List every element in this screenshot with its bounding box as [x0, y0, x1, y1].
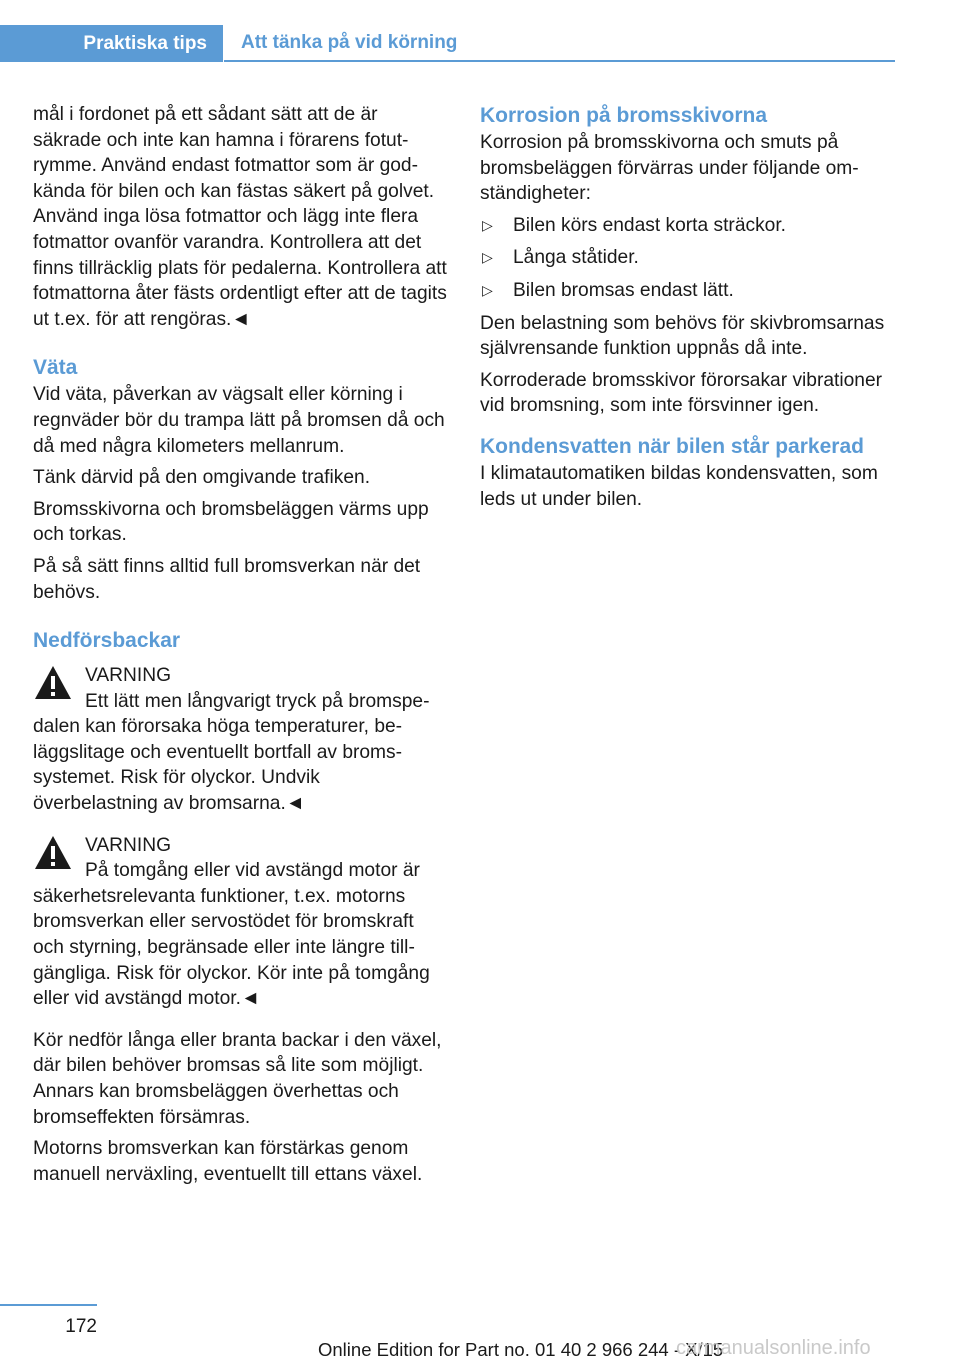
heading-korrosion: Korrosion på bromsskivorna — [480, 104, 768, 127]
body-paragraph: Vid väta, påverkan av vägsalt eller körning i regnväder bör du trampa lätt på bromsen då och då med några kilometers mellanrum. — [33, 384, 445, 457]
warning-title: VARNING — [85, 665, 171, 687]
left-column — [33, 102, 448, 1193]
triangle-bullet-icon: ▷ — [482, 281, 493, 298]
page-number: 172 — [65, 1316, 97, 1337]
body-paragraph: Korroderade bromsskivor förorsakar vibrationer vid bromsning, som inte försvinner igen. — [480, 369, 883, 417]
subsection-tab-label: Att tänka på vid körning — [241, 31, 458, 53]
edition-text: Online Edition for Part no. 01 40 2 966 244 - X/15 — [318, 1339, 724, 1360]
list-item-text: Bilen körs endast korta sträckor. — [513, 214, 787, 236]
list-item — [480, 213, 898, 239]
list-item — [480, 245, 898, 271]
triangle-bullet-icon: ▷ — [482, 216, 493, 233]
header-rule — [224, 60, 895, 62]
warning-text: Ett lätt men långvarigt tryck på bromspedalen kan förorsaka höga temperaturer, beläggslitage och eventuellt bortfall av bromssystemet. Risk för olyckor. Undvik överbelastning av bromsarna.◄ — [33, 690, 430, 815]
body-paragraph: Tänk därvid på den omgivande trafiken. — [33, 467, 371, 489]
body-paragraph: Motorns bromsverkan kan förstärkas genom manuell nerväxling, eventuellt till ettans växel. — [33, 1138, 423, 1185]
heading-vata: Väta — [33, 356, 78, 380]
body-paragraph: Korrosion på bromsskivorna och smuts på bromsbeläggen förvärras under följande omständigheter: — [480, 132, 859, 205]
list-item-text: Långa ståtider. — [513, 247, 639, 269]
body-paragraph: Den belastning som behövs för skivbromsarnas självrensande funktion uppnås då inte. — [480, 312, 885, 360]
body-paragraph: Kör nedför långa eller branta backar i den växel, där bilen behöver bromsas så lite som möjligt. Annars kan bromsbeläggen överhettas och bromseffekten försämras. — [33, 1029, 442, 1128]
heading-nedforsbackar: Nedförsbackar — [33, 629, 181, 653]
body-paragraph: Bromsskivorna och bromsbeläggen värms upp och torkas. — [33, 498, 429, 546]
watermark: carmanualsonline.info — [676, 1337, 871, 1359]
intro-paragraph: mål i fordonet på ett sådant sätt att de är säkrade och inte kan hamna i förarens fotutrymme. Använd endast fotmattor som är godkända för bilen och kan fästas säkert på golvet. Använd inga lösa fotmattor och lägg inte flera fotmattor ovanför varandra. Kontrollera att det finns tillräcklig plats för pedalerna. Kontrollera att fotmattorna åter fästs ordentligt efter att de tagits ut t.ex. för att rengöras.◄ — [33, 104, 447, 330]
list-item-text: Bilen bromsas endast lätt. — [513, 279, 734, 301]
body-paragraph: På så sätt finns alltid full bromsverkan när det behövs. — [33, 555, 421, 603]
section-tab-active — [0, 25, 223, 62]
warning-text: På tomgång eller vid avstängd motor är säkerhetsrelevanta funktioner, t.ex. motorns bromsverkan eller servostödet för bromskraft och styrning, begränsade eller inte längre tillgängliga. Risk för olyckor. Kör inte på tomgång eller vid avstängd motor.◄ — [33, 860, 430, 1010]
heading-kondensvatten: Kondensvatten när bilen står parkerad — [480, 434, 864, 458]
page-header — [0, 25, 895, 62]
right-column — [480, 102, 898, 518]
footer-rule — [0, 1304, 97, 1306]
body-paragraph: I klimatautomatiken bildas kondensvatten, som leds ut under bilen. — [480, 462, 878, 510]
bullet-list — [480, 213, 898, 304]
triangle-bullet-icon: ▷ — [482, 249, 493, 266]
section-tab-label: Praktiska tips — [83, 32, 207, 54]
warning-box — [33, 663, 448, 817]
warning-triangle-icon — [33, 833, 73, 873]
subsection-tab — [224, 25, 895, 60]
warning-triangle-icon — [33, 663, 73, 703]
list-item — [480, 278, 898, 304]
warning-title: VARNING — [85, 834, 171, 856]
warning-box — [33, 833, 448, 1012]
